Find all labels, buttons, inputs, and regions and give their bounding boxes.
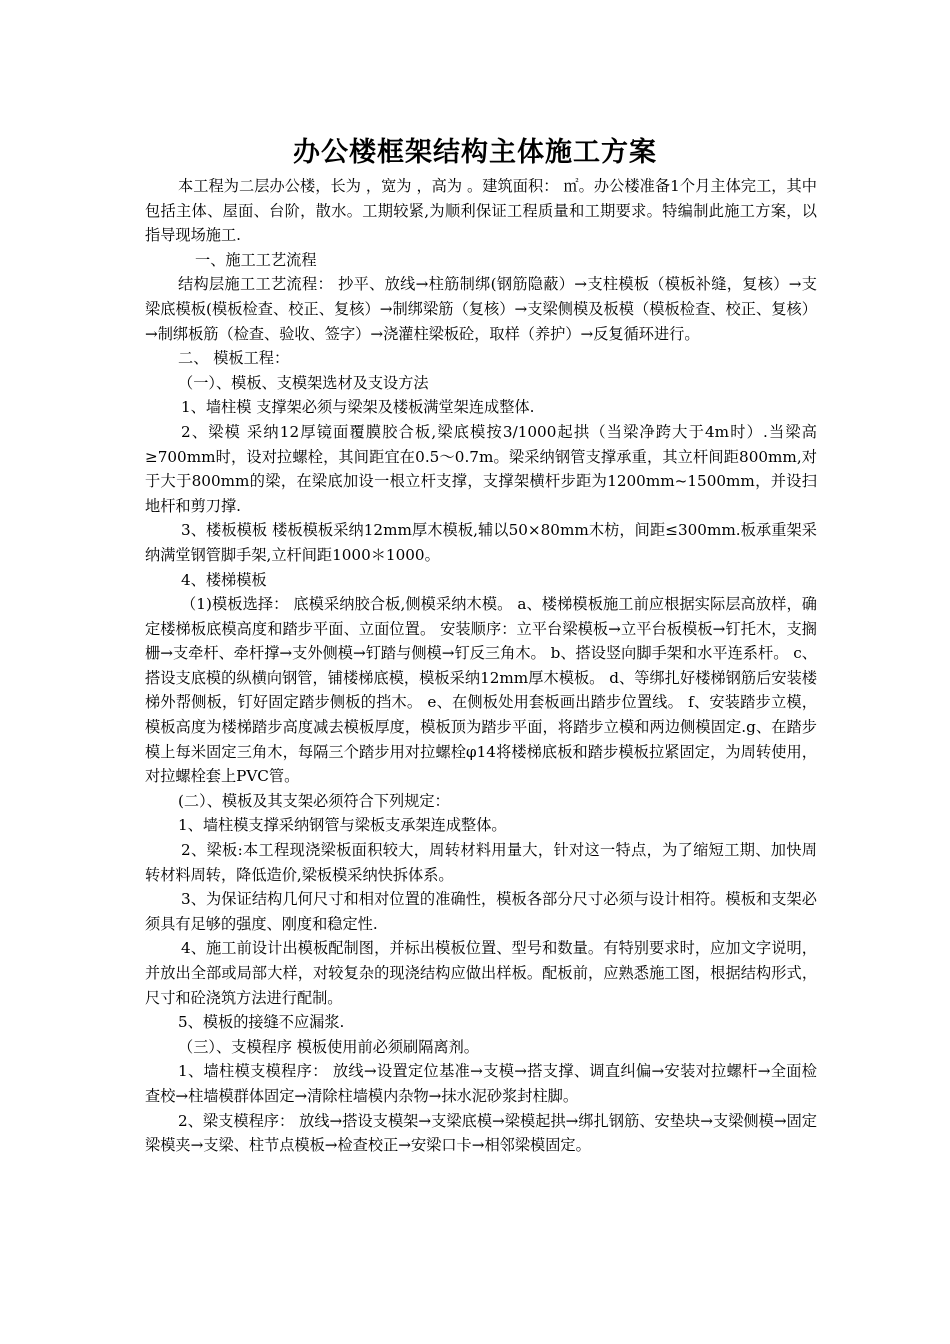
- paragraph: （1)模板选择： 底模采纳胶合板,侧模采纳木模。 a、楼梯模板施工前应根据实际层高放样，确定楼梯板底模高度和踏步平面、立面位置。 安装顺序：立平台梁模板→立平台板模板→钉托木，支搁栅→支牵杆、牵杆撑→支外侧模→钉踏与侧模→钉反三角木。 b、搭设竖向脚手架和水平连系杆。 c、搭设支底模的纵横向钢管，铺楼梯底模，模板采纳12mm厚木模板。 d、等绑扎好楼梯钢筋后安装楼梯外帮侧板，钉好固定踏步侧板的挡木。 e、在侧板处用套板画出踏步位置线。 f、安装踏步立模，模板高度为楼梯踏步高度减去模板厚度，模板顶为踏步平面，将踏步立模和两边侧模固定.g、在踏步模上每米固定三角木，每隔三个踏步用对拉螺栓φ14将楼梯底板和踏步模板拉紧固定，为周转使用，对拉螺栓套上PVC管。: [145, 595, 817, 786]
- paragraph: 2、梁支模程序： 放线→搭设支模架→支梁底模→梁模起拱→绑扎钢筋、安垫块→支梁侧模→固定梁模夹→支梁、柱节点模板→检查校正→安梁口卡→相邻梁模固定。: [145, 1111, 817, 1155]
- subsection-heading: （三）、支模程序 模板使用前必须刷隔离剂。: [178, 1037, 479, 1056]
- document-body: [145, 174, 817, 1158]
- paragraph-intro: 本工程为二层办公楼，长为 ，宽为 ，高为 。建筑面积： ㎡。办公楼准备1个月主体完工，其中包括主体、屋面、台阶，散水。工期较紧,为顺利保证工程质量和工期要求。特编制此施工方案，以指导现场施工.: [145, 177, 817, 245]
- paragraph: 5、模板的接缝不应漏浆.: [178, 1013, 345, 1032]
- document-title: 办公楼框架结构主体施工方案: [293, 137, 657, 168]
- paragraph: 4、楼梯模板: [181, 570, 267, 589]
- paragraph: 3、楼板模板 楼板模板采纳12mm厚木模板,辅以50×80mm木枋，间距≤300mm.板承重架采纳满堂钢管脚手架,立杆间距1000＊1000。: [145, 521, 817, 564]
- paragraph: 4、施工前设计出模板配制图，并标出模板位置、型号和数量。有特别要求时，应加文字说明，并放出全部或局部大样，对较复杂的现浇结构应做出样板。配板前，应熟悉施工图，根据结构形式，尺寸和砼浇筑方法进行配制。: [145, 939, 817, 1007]
- paragraph: 1、墙柱模 支撑架必须与梁架及楼板满堂架连成整体.: [181, 398, 535, 417]
- section-heading: 二、 模板工程：: [178, 349, 290, 368]
- paragraph: 2、梁模 采纳12厚镜面覆膜胶合板,梁底模按3/1000起拱（当梁净跨大于4m时）.当梁高≥700mm时，设对拉螺栓，其间距宜在0.5～0.7m。梁采纳钢管支撑承重，其立杆间距800mm,对于大于800mm的梁，在梁底加设一根立杆支撑，支撑架横杆步距为1200mm~1500mm，并设扫地杆和剪刀撑.: [145, 422, 817, 515]
- paragraph: 3、为保证结构几何尺寸和相对位置的准确性，模板各部分尺寸必须与设计相符。模板和支架必须具有足够的强度、刚度和稳定性.: [145, 890, 817, 933]
- subsection-heading: （一）、模板、支模架选材及支设方法: [178, 373, 429, 392]
- section-heading: 一、施工工艺流程: [195, 250, 317, 269]
- paragraph: 1、墙柱模支撑采纳钢管与梁板支承架连成整体。: [178, 816, 507, 835]
- paragraph: 1、墙柱模支模程序： 放线→设置定位基准→支模→搭支撑、调直纠偏→安装对拉螺杆→全面检查校→柱墙模群体固定→清除柱墙模内杂物→抹水泥砂浆封柱脚。: [145, 1062, 817, 1105]
- subsection-heading: (二）、模板及其支架必须符合下列规定：: [178, 791, 450, 810]
- paragraph: 结构层施工工艺流程： 抄平、放线→柱筋制绑(钢筋隐蔽）→支柱模板（模板补缝，复核）→支梁底模板(模板检查、校正、复核）→制绑梁筋（复核）→支梁侧模及板模（模板检查、校正、复核）→制绑板筋（检查、验收、签字）→浇灌柱梁板砼，取样（养护）→反复循环进行。: [145, 275, 817, 343]
- paragraph: 2、梁板:本工程现浇梁板面积较大，周转材料用量大，针对这一特点，为了缩短工期、加快周转材料周转，降低造价,梁板模采纳快拆体系。: [145, 841, 817, 884]
